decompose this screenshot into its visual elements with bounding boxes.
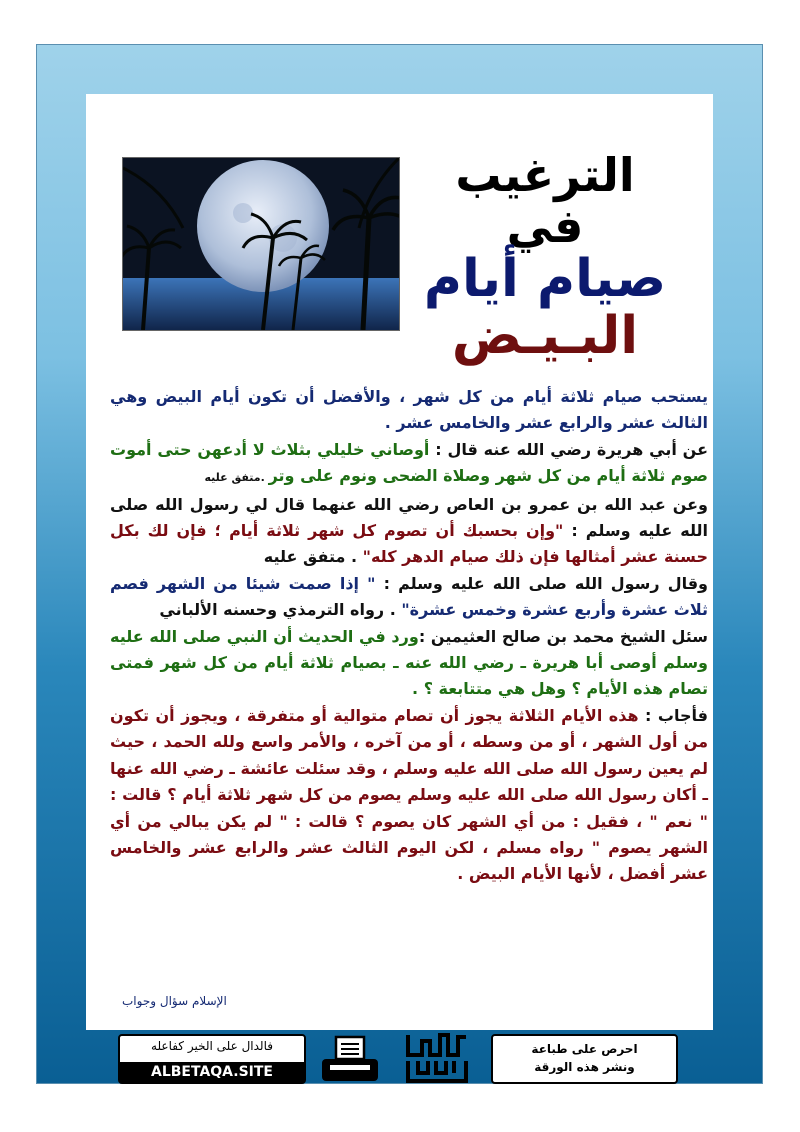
reference-text: .متفق عليه — [204, 471, 269, 485]
intro-text: يستحب صيام ثلاثة أيام من كل شهر ، والأفضل أن تكون أيام البيض وهي الثالث عشر والرابع عشر والخامس عشر . — [110, 387, 708, 433]
narrator-text: وقال رسول الله صلى الله عليه وسلم : — [375, 573, 709, 593]
albetaqa-logo — [404, 1031, 470, 1085]
footer-slogan: فالدال على الخير كفاعله — [151, 1039, 273, 1053]
narrator-text: وعن عبد الله بن عمرو بن العاص رضي الله عنهما قال لي رسول الله صلى الله عليه وسلم : — [110, 494, 708, 541]
footer-bar — [118, 1031, 675, 1085]
answer-intro: فأجاب : — [638, 705, 709, 725]
footer-print-line-1: احرص على طباعة — [531, 1042, 638, 1056]
paragraph-hadith-2 — [110, 492, 708, 571]
printer-icon — [320, 1035, 380, 1083]
footer-site-link[interactable]: ALBETAQA.SITE — [120, 1062, 304, 1082]
page-title — [420, 150, 670, 366]
paragraph-intro — [110, 384, 708, 437]
question-text: ورد في الحديث أن النبي صلى الله عليه وسلم أوصى أبا هريرة ـ رضي الله عنه ـ بصيام ثلاثة أيام من كل شهر فمتى تصام هذه الأيام ؟ وهل هي متتابعة ؟ . — [110, 626, 708, 699]
source-label: الإسلام سؤال وجواب — [122, 994, 227, 1008]
moon-palm-image — [122, 157, 400, 331]
footer-site-box — [118, 1034, 306, 1084]
reference-text: . متفق عليه — [263, 547, 363, 567]
title-line-2: صيام أيام — [423, 249, 667, 310]
article-body — [110, 384, 708, 888]
paragraph-question — [110, 624, 708, 703]
title-line-1: الترغيب في — [455, 148, 635, 253]
paragraph-hadith-1 — [110, 437, 708, 492]
paragraph-hadith-3 — [110, 571, 708, 624]
paragraph-answer — [110, 703, 708, 888]
footer-print-box — [491, 1034, 678, 1084]
footer-print-line-2: ونشر هذه الورقة — [534, 1060, 635, 1074]
hadith-text: " إذا صمت شيئا من الشهر فصم ثلاث عشرة وأربع عشرة وخمس عشرة" — [110, 573, 708, 620]
reference-text: . رواه الترمذي وحسنه الألباني — [159, 600, 402, 620]
title-line-3: البـيـض — [451, 306, 639, 367]
hadith-text: أوصاني خليلي بثلاث لا أدعهن حتى أموت صوم ثلاثة أيام من كل شهر وصلاة الضحى ونوم على وتر — [110, 439, 708, 486]
narrator-text: عن أبي هريرة رضي الله عنه قال : — [429, 439, 708, 459]
question-intro: سئل الشيخ محمد بن صالح العثيمين : — [418, 626, 709, 646]
hadith-text: "وإن بحسبك أن تصوم كل شهر ثلاثة أيام ؛ فإن لك بكل حسنة عشر أمثالها فإن ذلك صيام الدهر كله" — [110, 521, 708, 567]
answer-text: هذه الأيام الثلاثة يجوز أن تصام متوالية أو متفرقة ، ويجوز أن تكون من أول الشهر ، أو من وسطه ، أو من آخره ، والأمر واسع ولله الحمد ، حيث لم يعين رسول الله صلى الله عليه وسلم ، وقد سئلت عائشة ـ رضي الله عنها ـ أكان رسول الله صلى الله عليه وسلم يصوم من كل شهر ثلاثة أيام ؟ قالت : " نعم " ، فقيل : من أي الشهر كان يصوم ؟ قالت : " لم يكن يبالي من أي الشهر يصوم " رواه مسلم ، لكن اليوم الثالث عشر والرابع عشر والخامس عشر أفضل ، لأنها الأيام البيض . — [110, 705, 708, 884]
